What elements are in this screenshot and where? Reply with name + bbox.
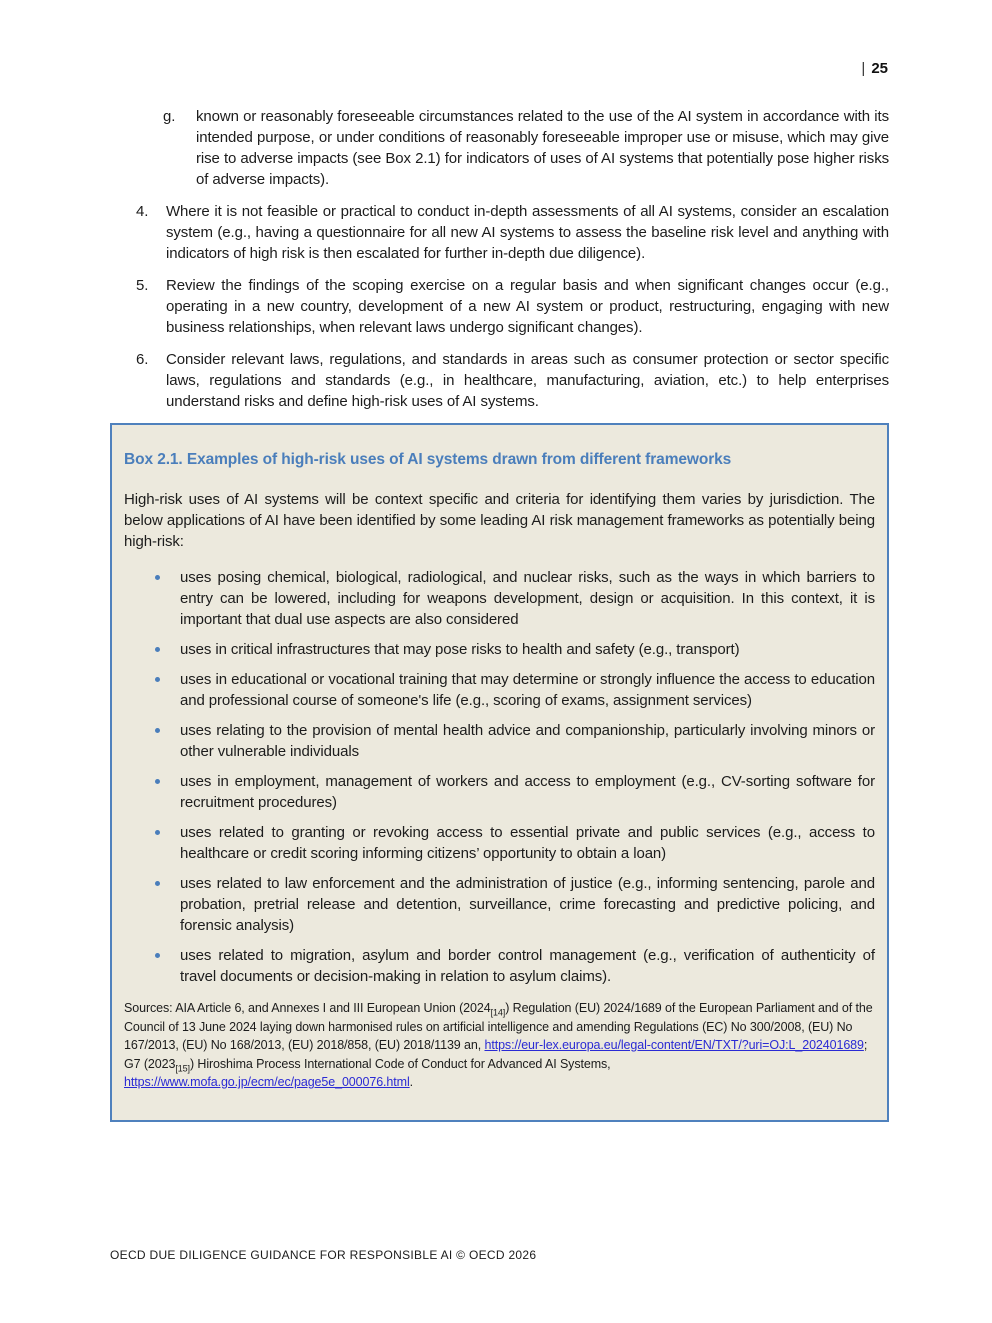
citation-subscript: [15] bbox=[175, 1063, 190, 1073]
box-intro-paragraph: High-risk uses of AI systems will be context specific and criteria for identifying them varies by jurisdiction. The below applications of AI have been identified by some leading AI risk management frameworks as potentially being high-risk: bbox=[124, 491, 875, 550]
bullet-icon bbox=[155, 881, 160, 886]
bullet-item bbox=[124, 669, 875, 711]
bullet-text: uses in employment, management of workers and access to employment (e.g., CV-sorting software for recruitment procedures) bbox=[180, 773, 875, 811]
list-item-text: Consider relevant laws, regulations, and standards in areas such as consumer protection or sector specific laws, regulations and standards (e.g., in healthcare, manufacturing, aviation, etc.) to help enterprises understand risks and define high-risk uses of AI systems. bbox=[166, 351, 889, 410]
bullet-item bbox=[124, 822, 875, 864]
bullet-item bbox=[124, 771, 875, 813]
eur-lex-link[interactable]: https://eur-lex.europa.eu/legal-content/EN/TXT/?uri=OJ:L_202401689 bbox=[484, 1038, 864, 1052]
box-title: Box 2.1. Examples of high-risk uses of AI systems drawn from different frameworks bbox=[124, 451, 732, 468]
list-item-text: Review the findings of the scoping exercise on a regular basis and when significant changes occur (e.g., operating in a new country, development of a new AI system or product, restructuring, engaging with new business relationships, when relevant laws undergo significant changes). bbox=[166, 277, 889, 336]
source-text: ; G7 (2023 bbox=[124, 1038, 868, 1071]
list-item-label: 4. bbox=[136, 203, 149, 220]
bullet-icon bbox=[155, 830, 160, 835]
bullet-text: uses in critical infrastructures that may pose risks to health and safety (e.g., transport) bbox=[180, 641, 740, 658]
list-item-text: known or reasonably foreseeable circumstances related to the use of the AI system in accordance with its intended purpose, or under conditions of reasonably foreseeable improper use or misuse, which may give rise to adverse impacts (see Box 2.1) for indicators of uses of AI systems that potentially pose higher risks of adverse impacts). bbox=[196, 108, 889, 188]
list-item-label: 5. bbox=[136, 277, 149, 294]
callout-box bbox=[110, 423, 889, 1122]
bullet-item bbox=[124, 873, 875, 936]
bullet-item bbox=[124, 639, 875, 660]
list-item bbox=[110, 275, 889, 338]
numbered-list bbox=[110, 106, 889, 412]
bullet-text: uses in educational or vocational training that may determine or strongly influence the access to education and professional course of someone's life (e.g., scoring of exams, assignment services) bbox=[180, 671, 875, 709]
bullet-item bbox=[124, 945, 875, 987]
bullet-icon bbox=[155, 728, 160, 733]
citation-subscript: [14] bbox=[490, 1007, 506, 1018]
bullet-text: uses related to migration, asylum and border control management (e.g., verification of authenticity of travel documents or decision-making in relation to asylum claims). bbox=[180, 947, 875, 985]
list-item-label: 6. bbox=[136, 351, 149, 368]
page-number-value: 25 bbox=[871, 60, 888, 77]
list-item bbox=[110, 349, 889, 412]
bullet-item bbox=[124, 720, 875, 762]
bullet-text: uses related to law enforcement and the administration of justice (e.g., informing sentencing, parole and probation, pretrial release and detention, surveillance, crime forecasting and predictive policing, and forensic analysis) bbox=[180, 875, 875, 934]
source-text: ) Hiroshima Process International Code of Conduct for Advanced AI Systems, bbox=[189, 1056, 611, 1071]
list-item-text: Where it is not feasible or practical to conduct in-depth assessments of all AI systems, consider an escalation system (e.g., having a questionnaire for all new AI systems to assess the baseline risk level and anything with indicators of high risk is then escalated for further in-depth due diligence). bbox=[166, 203, 889, 262]
source-text: . bbox=[409, 1075, 414, 1089]
bullet-text: uses relating to the provision of mental health advice and companionship, particularly involving minors or other vulnerable individuals bbox=[180, 722, 875, 760]
source-text: ) Regulation (EU) 2024/1689 of the European Parliament and of the Council of 13 June 2024 laying down harmonised rules on artificial intelligence and amending Regulations (EC) No 300/2008, (EU) No 167/2013, (EU) No 168/2013, (EU) 2018/858, (EU) 2018/1139 an, bbox=[124, 1001, 873, 1052]
footer-text: OECD DUE DILIGENCE GUIDANCE FOR RESPONSIBLE AI © OECD 2026 bbox=[110, 1248, 537, 1262]
bullet-text: uses related to granting or revoking access to essential private and public services (e.g., access to healthcare or credit scoring informing citizens’ opportunity to obtain a loan) bbox=[180, 824, 875, 862]
bullet-item bbox=[124, 567, 875, 630]
main-content bbox=[110, 106, 889, 1122]
bullet-icon bbox=[155, 779, 160, 784]
sources-paragraph bbox=[124, 999, 875, 1092]
box-bullet-list bbox=[124, 567, 875, 987]
bullet-icon bbox=[155, 953, 160, 958]
bullet-icon bbox=[155, 575, 160, 580]
list-item bbox=[110, 201, 889, 264]
mofa-link[interactable]: https://www.mofa.go.jp/ecm/ec/page5e_000076.html bbox=[124, 1075, 410, 1089]
page-number-separator: | bbox=[861, 60, 866, 77]
bullet-text: uses posing chemical, biological, radiological, and nuclear risks, such as the ways in which barriers to entry can be lowered, including for weapons development, design or acquisition. In this context, it is important that dual use aspects are also considered bbox=[180, 569, 875, 628]
source-text: Sources: AIA Article 6, and Annexes I and III European Union (2024 bbox=[124, 1001, 491, 1015]
bullet-icon bbox=[155, 677, 160, 682]
list-item-label: g. bbox=[163, 108, 176, 125]
list-item bbox=[110, 106, 889, 190]
page-number bbox=[861, 60, 888, 77]
bullet-icon bbox=[155, 647, 160, 652]
